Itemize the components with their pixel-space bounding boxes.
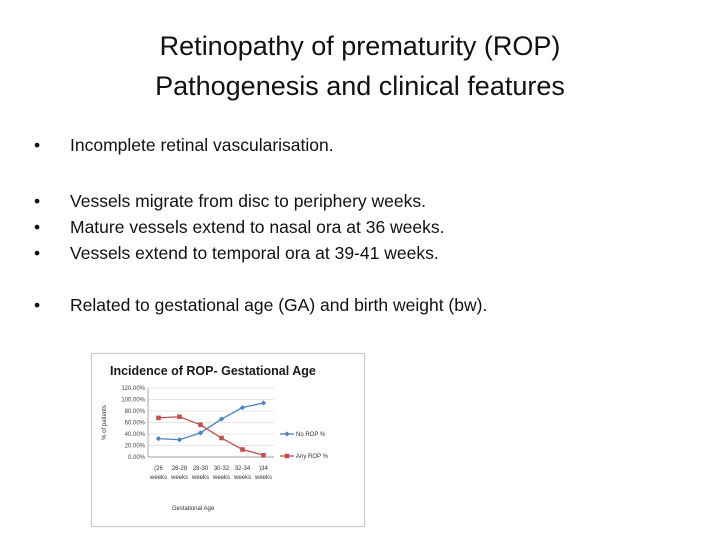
bullet-marker: • [34, 217, 41, 237]
bullet-marker: • [34, 191, 41, 211]
data-point [156, 436, 161, 441]
legend-marker [285, 454, 290, 459]
x-tick-label: 32-34 [234, 466, 251, 472]
data-point [198, 423, 203, 428]
data-point [219, 436, 224, 441]
y-tick-label: 100.00% [121, 397, 145, 404]
data-point [177, 437, 182, 442]
bullet-item [34, 240, 714, 266]
title-line-1: Retinopathy of prematurity (ROP) [159, 31, 561, 61]
x-axis-label: Gestational Age [171, 506, 215, 512]
data-point [261, 453, 266, 458]
legend-label: Any ROP % [296, 454, 328, 460]
y-tick-label: 40.00% [124, 432, 145, 438]
y-tick-label: 0.00% [127, 455, 145, 461]
bullet-item [34, 292, 714, 318]
x-tick-label: 28-30 [192, 466, 209, 472]
slide-title [0, 26, 720, 106]
bullet-list [34, 132, 714, 318]
legend-label: No ROP % [296, 432, 326, 438]
x-tick-label: weeks [170, 475, 189, 481]
bullet-item [34, 188, 714, 214]
x-tick-label: weeks [233, 475, 252, 481]
bullet-item [34, 214, 714, 240]
chart-title: Incidence of ROP- Gestational Age [110, 364, 316, 378]
y-axis-label: % of patients [102, 405, 108, 440]
data-point [261, 400, 266, 405]
title-line-2: Pathogenesis and clinical features [155, 71, 565, 101]
x-tick-label: weeks [149, 475, 168, 481]
data-point [177, 414, 182, 419]
data-point [240, 405, 245, 410]
y-tick-label: 80.00% [124, 409, 145, 415]
bullet-marker: • [34, 295, 41, 315]
bullet-marker: • [34, 135, 41, 155]
y-tick-label: 20.00% [124, 443, 145, 450]
chart-canvas [92, 354, 364, 526]
data-point [240, 447, 245, 452]
x-tick-label: weeks [254, 475, 273, 481]
x-tick-label: 30-32 [213, 466, 230, 472]
x-tick-label: weeks [212, 475, 231, 481]
bullet-text: Incomplete retinal vascularisation. [70, 135, 334, 155]
data-point [156, 416, 161, 421]
bullet-text: Vessels extend to temporal ora at 39-41 weeks. [70, 243, 439, 263]
bullet-item [34, 132, 714, 158]
y-tick-label: 60.00% [124, 420, 145, 427]
x-tick-label: weeks [191, 475, 210, 481]
rop-incidence-chart [91, 353, 365, 527]
x-tick-label: )34 [259, 466, 268, 472]
x-tick-label: (26 [154, 466, 163, 472]
bullet-text: Related to gestational age (GA) and birth weight (bw). [70, 295, 488, 315]
bullet-text: Vessels migrate from disc to periphery weeks. [70, 191, 426, 211]
bullet-marker: • [34, 243, 41, 263]
legend-marker [284, 431, 289, 436]
bullet-text: Mature vessels extend to nasal ora at 36 weeks. [70, 217, 445, 237]
y-tick-label: 120.00% [121, 386, 145, 392]
x-tick-label: 26-28 [171, 466, 188, 472]
